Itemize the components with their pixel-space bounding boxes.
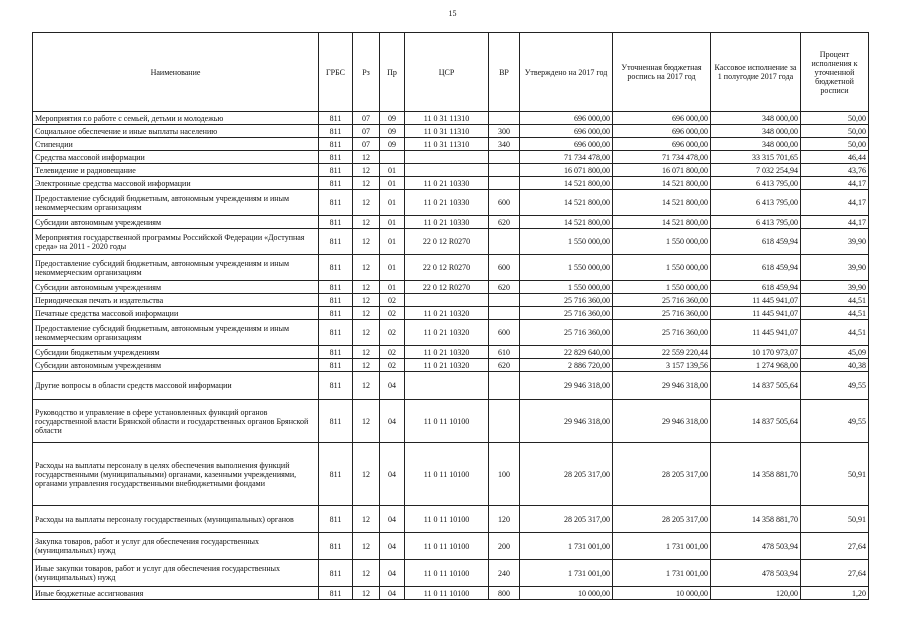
cell-percent: 44,17 [801,216,869,229]
header-csr: ЦСР [405,33,489,112]
cell-pr [380,151,405,164]
cell-cash: 10 170 973,07 [711,346,801,359]
header-name: Наименование [33,33,319,112]
cell-cash: 11 445 941,07 [711,294,801,307]
cell-rz: 12 [353,400,380,443]
cell-refined: 696 000,00 [613,125,711,138]
cell-pr: 04 [380,506,405,533]
table-row [33,346,869,359]
cell-approved: 14 521 800,00 [520,216,613,229]
header-rz: Рз [353,33,380,112]
table-row [33,281,869,294]
cell-grbs: 811 [319,229,353,255]
cell-vr [489,400,520,443]
cell-refined: 14 521 800,00 [613,177,711,190]
cell-pr: 01 [380,229,405,255]
cell-pr: 02 [380,307,405,320]
cell-cash: 14 837 505,64 [711,372,801,400]
cell-pr: 04 [380,372,405,400]
cell-refined: 1 550 000,00 [613,255,711,281]
cell-percent: 44,51 [801,294,869,307]
cell-grbs: 811 [319,112,353,125]
cell-percent: 43,76 [801,164,869,177]
cell-vr: 800 [489,587,520,600]
cell-cash: 14 837 505,64 [711,400,801,443]
table-row [33,294,869,307]
cell-rz: 12 [353,372,380,400]
cell-percent: 50,91 [801,443,869,506]
cell-refined: 29 946 318,00 [613,372,711,400]
cell-refined: 25 716 360,00 [613,320,711,346]
cell-pr: 01 [380,255,405,281]
cell-approved: 25 716 360,00 [520,294,613,307]
cell-grbs: 811 [319,125,353,138]
cell-approved: 29 946 318,00 [520,372,613,400]
cell-rz: 12 [353,533,380,560]
cell-csr: 22 0 12 R0270 [405,229,489,255]
cell-csr: 11 0 11 10100 [405,506,489,533]
cell-percent: 44,51 [801,320,869,346]
cell-approved: 1 550 000,00 [520,229,613,255]
cell-rz: 12 [353,190,380,216]
cell-pr: 02 [380,294,405,307]
cell-refined: 10 000,00 [613,587,711,600]
cell-refined: 14 521 800,00 [613,190,711,216]
cell-vr [489,372,520,400]
cell-percent: 39,90 [801,281,869,294]
cell-name: Мероприятия г.о работе с семьей, детьми и молодежью [33,112,319,125]
cell-percent: 50,00 [801,125,869,138]
cell-name: Предоставление субсидий бюджетным, автономным учреждениям и иным некоммерческим организациям [33,190,319,216]
cell-grbs: 811 [319,138,353,151]
table-row [33,255,869,281]
cell-rz: 12 [353,255,380,281]
cell-csr: 22 0 12 R0270 [405,255,489,281]
cell-cash: 348 000,00 [711,125,801,138]
cell-grbs: 811 [319,164,353,177]
table-row [33,164,869,177]
cell-rz: 07 [353,125,380,138]
cell-vr: 600 [489,255,520,281]
cell-grbs: 811 [319,372,353,400]
header-pr: Пр [380,33,405,112]
cell-name: Предоставление субсидий бюджетным, автономным учреждениям и иным некоммерческим организациям [33,255,319,281]
cell-vr: 600 [489,190,520,216]
cell-pr: 09 [380,138,405,151]
cell-vr [489,151,520,164]
cell-cash: 348 000,00 [711,112,801,125]
cell-pr: 04 [380,443,405,506]
header-grbs: ГРБС [319,33,353,112]
cell-refined: 29 946 318,00 [613,400,711,443]
cell-grbs: 811 [319,533,353,560]
cell-rz: 12 [353,320,380,346]
cell-percent: 45,09 [801,346,869,359]
cell-name: Электронные средства массовой информации [33,177,319,190]
cell-approved: 1 550 000,00 [520,281,613,294]
cell-percent: 49,55 [801,400,869,443]
cell-rz: 12 [353,151,380,164]
cell-percent: 40,38 [801,359,869,372]
cell-name: Иные бюджетные ассигнования [33,587,319,600]
cell-approved: 1 731 001,00 [520,560,613,587]
cell-grbs: 811 [319,177,353,190]
cell-grbs: 811 [319,255,353,281]
cell-pr: 01 [380,216,405,229]
cell-vr: 100 [489,443,520,506]
table-row [33,190,869,216]
cell-rz: 07 [353,138,380,151]
cell-refined: 16 071 800,00 [613,164,711,177]
cell-vr [489,164,520,177]
cell-pr: 04 [380,400,405,443]
cell-percent: 39,90 [801,229,869,255]
cell-cash: 6 413 795,00 [711,216,801,229]
cell-rz: 12 [353,506,380,533]
cell-approved: 14 521 800,00 [520,177,613,190]
cell-csr: 11 0 11 10100 [405,560,489,587]
cell-rz: 12 [353,587,380,600]
cell-approved: 696 000,00 [520,138,613,151]
cell-cash: 6 413 795,00 [711,190,801,216]
cell-cash: 1 274 968,00 [711,359,801,372]
cell-name: Субсидии автономным учреждениям [33,216,319,229]
header-approved: Утверждено на 2017 год [520,33,613,112]
cell-pr: 09 [380,112,405,125]
cell-name: Периодическая печать и издательства [33,294,319,307]
cell-pr: 02 [380,359,405,372]
cell-vr [489,112,520,125]
cell-csr: 11 0 11 10100 [405,443,489,506]
cell-pr: 01 [380,190,405,216]
table-row [33,443,869,506]
cell-pr: 09 [380,125,405,138]
cell-cash: 348 000,00 [711,138,801,151]
cell-csr: 11 0 21 10320 [405,359,489,372]
cell-refined: 28 205 317,00 [613,443,711,506]
cell-approved: 71 734 478,00 [520,151,613,164]
cell-refined: 696 000,00 [613,112,711,125]
cell-name: Предоставление субсидий бюджетным, автономным учреждениям и иным некоммерческим организациям [33,320,319,346]
cell-name: Стипендии [33,138,319,151]
cell-approved: 14 521 800,00 [520,190,613,216]
cell-vr: 200 [489,533,520,560]
cell-csr: 11 0 31 11310 [405,138,489,151]
cell-cash: 618 459,94 [711,229,801,255]
cell-refined: 14 521 800,00 [613,216,711,229]
cell-rz: 12 [353,216,380,229]
cell-approved: 16 071 800,00 [520,164,613,177]
cell-grbs: 811 [319,281,353,294]
cell-rz: 12 [353,359,380,372]
cell-csr: 11 0 21 10320 [405,307,489,320]
cell-pr: 04 [380,587,405,600]
cell-percent: 44,17 [801,190,869,216]
cell-grbs: 811 [319,587,353,600]
table-row [33,151,869,164]
cell-pr: 04 [380,560,405,587]
cell-name: Закупка товаров, работ и услуг для обеспечения государственных (муниципальных) нужд [33,533,319,560]
cell-name: Субсидии бюджетным учреждениям [33,346,319,359]
cell-csr [405,294,489,307]
cell-grbs: 811 [319,190,353,216]
cell-approved: 25 716 360,00 [520,320,613,346]
table-row [33,587,869,600]
cell-vr [489,294,520,307]
cell-pr: 02 [380,320,405,346]
cell-cash: 11 445 941,07 [711,307,801,320]
cell-csr: 11 0 11 10100 [405,533,489,560]
cell-csr [405,372,489,400]
cell-name: Субсидии автономным учреждениям [33,359,319,372]
cell-cash: 618 459,94 [711,255,801,281]
cell-approved: 25 716 360,00 [520,307,613,320]
cell-refined: 1 550 000,00 [613,281,711,294]
table-row [33,229,869,255]
cell-name: Средства массовой информации [33,151,319,164]
table-row [33,506,869,533]
cell-percent: 27,64 [801,560,869,587]
table-row [33,307,869,320]
cell-csr: 11 0 11 10100 [405,587,489,600]
cell-approved: 22 829 640,00 [520,346,613,359]
cell-refined: 71 734 478,00 [613,151,711,164]
cell-name: Социальное обеспечение и иные выплаты населению [33,125,319,138]
cell-rz: 12 [353,294,380,307]
cell-cash: 14 358 881,70 [711,443,801,506]
cell-csr: 11 0 21 10320 [405,320,489,346]
cell-percent: 1,20 [801,587,869,600]
cell-cash: 478 503,94 [711,560,801,587]
cell-rz: 12 [353,560,380,587]
table-row [33,320,869,346]
cell-percent: 50,00 [801,138,869,151]
table-row [33,112,869,125]
cell-pr: 01 [380,164,405,177]
table-row [33,177,869,190]
cell-name: Расходы на выплаты персоналу государственных (муниципальных) органов [33,506,319,533]
table-row [33,372,869,400]
cell-csr: 11 0 21 10330 [405,190,489,216]
cell-grbs: 811 [319,307,353,320]
cell-cash: 6 413 795,00 [711,177,801,190]
header-refined: Уточненная бюджетная роспись на 2017 год [613,33,711,112]
cell-refined: 25 716 360,00 [613,294,711,307]
cell-approved: 28 205 317,00 [520,443,613,506]
cell-csr: 11 0 21 10320 [405,346,489,359]
cell-vr: 620 [489,281,520,294]
cell-cash: 14 358 881,70 [711,506,801,533]
cell-cash: 11 445 941,07 [711,320,801,346]
cell-rz: 12 [353,443,380,506]
cell-vr [489,307,520,320]
table-row [33,560,869,587]
table-row [33,216,869,229]
cell-cash: 120,00 [711,587,801,600]
cell-vr: 120 [489,506,520,533]
cell-rz: 12 [353,307,380,320]
cell-pr: 04 [380,533,405,560]
cell-refined: 28 205 317,00 [613,506,711,533]
cell-rz: 12 [353,177,380,190]
header-percent: Процент исполнения к уточненной бюджетной росписи [801,33,869,112]
cell-name: Телевидение и радиовещание [33,164,319,177]
cell-vr: 300 [489,125,520,138]
cell-percent: 44,17 [801,177,869,190]
table-row [33,359,869,372]
cell-csr: 11 0 31 11310 [405,125,489,138]
header-cash: Кассовое исполнение за 1 полугодие 2017 года [711,33,801,112]
cell-name: Расходы на выплаты персоналу в целях обеспечения выполнения функций государственными (муниципальными) органами, казенными учреждениями, органами управления государственными внебюджетными фондами [33,443,319,506]
page-number: 15 [448,9,457,18]
cell-vr: 240 [489,560,520,587]
cell-name: Мероприятия государственной программы Российской Федерации «Доступная среда» на 2011 - 2020 годы [33,229,319,255]
cell-rz: 12 [353,346,380,359]
table-row [33,533,869,560]
table-body [33,112,869,600]
table-row [33,138,869,151]
cell-refined: 3 157 139,56 [613,359,711,372]
cell-approved: 696 000,00 [520,125,613,138]
cell-csr: 11 0 21 10330 [405,216,489,229]
cell-grbs: 811 [319,560,353,587]
cell-grbs: 811 [319,294,353,307]
cell-refined: 1 731 001,00 [613,560,711,587]
cell-name: Другие вопросы в области средств массовой информации [33,372,319,400]
header-vr: ВР [489,33,520,112]
table-row [33,400,869,443]
cell-vr: 600 [489,320,520,346]
cell-name: Печатные средства массовой информации [33,307,319,320]
cell-csr: 11 0 31 11310 [405,112,489,125]
cell-grbs: 811 [319,359,353,372]
budget-table [32,32,869,600]
cell-percent: 49,55 [801,372,869,400]
cell-percent: 44,51 [801,307,869,320]
cell-grbs: 811 [319,346,353,359]
cell-grbs: 811 [319,443,353,506]
cell-grbs: 811 [319,506,353,533]
cell-refined: 696 000,00 [613,138,711,151]
cell-refined: 22 559 220,44 [613,346,711,359]
cell-refined: 1 550 000,00 [613,229,711,255]
cell-rz: 12 [353,281,380,294]
cell-vr [489,177,520,190]
cell-approved: 2 886 720,00 [520,359,613,372]
cell-pr: 01 [380,281,405,294]
cell-rz: 07 [353,112,380,125]
cell-percent: 50,91 [801,506,869,533]
cell-percent: 50,00 [801,112,869,125]
cell-refined: 1 731 001,00 [613,533,711,560]
cell-percent: 27,64 [801,533,869,560]
cell-vr: 620 [489,359,520,372]
header-row [33,33,869,112]
cell-name: Руководство и управление в сфере установленных функций органов государственной власти Брянской области и государственных органов Брянской области [33,400,319,443]
cell-csr: 11 0 11 10100 [405,400,489,443]
cell-approved: 29 946 318,00 [520,400,613,443]
cell-csr [405,151,489,164]
cell-percent: 46,44 [801,151,869,164]
cell-approved: 10 000,00 [520,587,613,600]
cell-approved: 1 731 001,00 [520,533,613,560]
cell-approved: 28 205 317,00 [520,506,613,533]
cell-pr: 02 [380,346,405,359]
cell-approved: 1 550 000,00 [520,255,613,281]
table-row [33,125,869,138]
cell-grbs: 811 [319,400,353,443]
cell-grbs: 811 [319,320,353,346]
cell-name: Иные закупки товаров, работ и услуг для обеспечения государственных (муниципальных) нужд [33,560,319,587]
cell-vr [489,229,520,255]
cell-vr: 620 [489,216,520,229]
cell-cash: 7 032 254,94 [711,164,801,177]
cell-name: Субсидии автономным учреждениям [33,281,319,294]
cell-csr: 11 0 21 10330 [405,177,489,190]
cell-pr: 01 [380,177,405,190]
cell-rz: 12 [353,229,380,255]
cell-rz: 12 [353,164,380,177]
cell-cash: 33 315 701,65 [711,151,801,164]
cell-vr: 340 [489,138,520,151]
cell-refined: 25 716 360,00 [613,307,711,320]
cell-csr [405,164,489,177]
cell-csr: 22 0 12 R0270 [405,281,489,294]
cell-grbs: 811 [319,151,353,164]
cell-approved: 696 000,00 [520,112,613,125]
cell-percent: 39,90 [801,255,869,281]
cell-cash: 478 503,94 [711,533,801,560]
cell-cash: 618 459,94 [711,281,801,294]
cell-vr: 610 [489,346,520,359]
cell-grbs: 811 [319,216,353,229]
